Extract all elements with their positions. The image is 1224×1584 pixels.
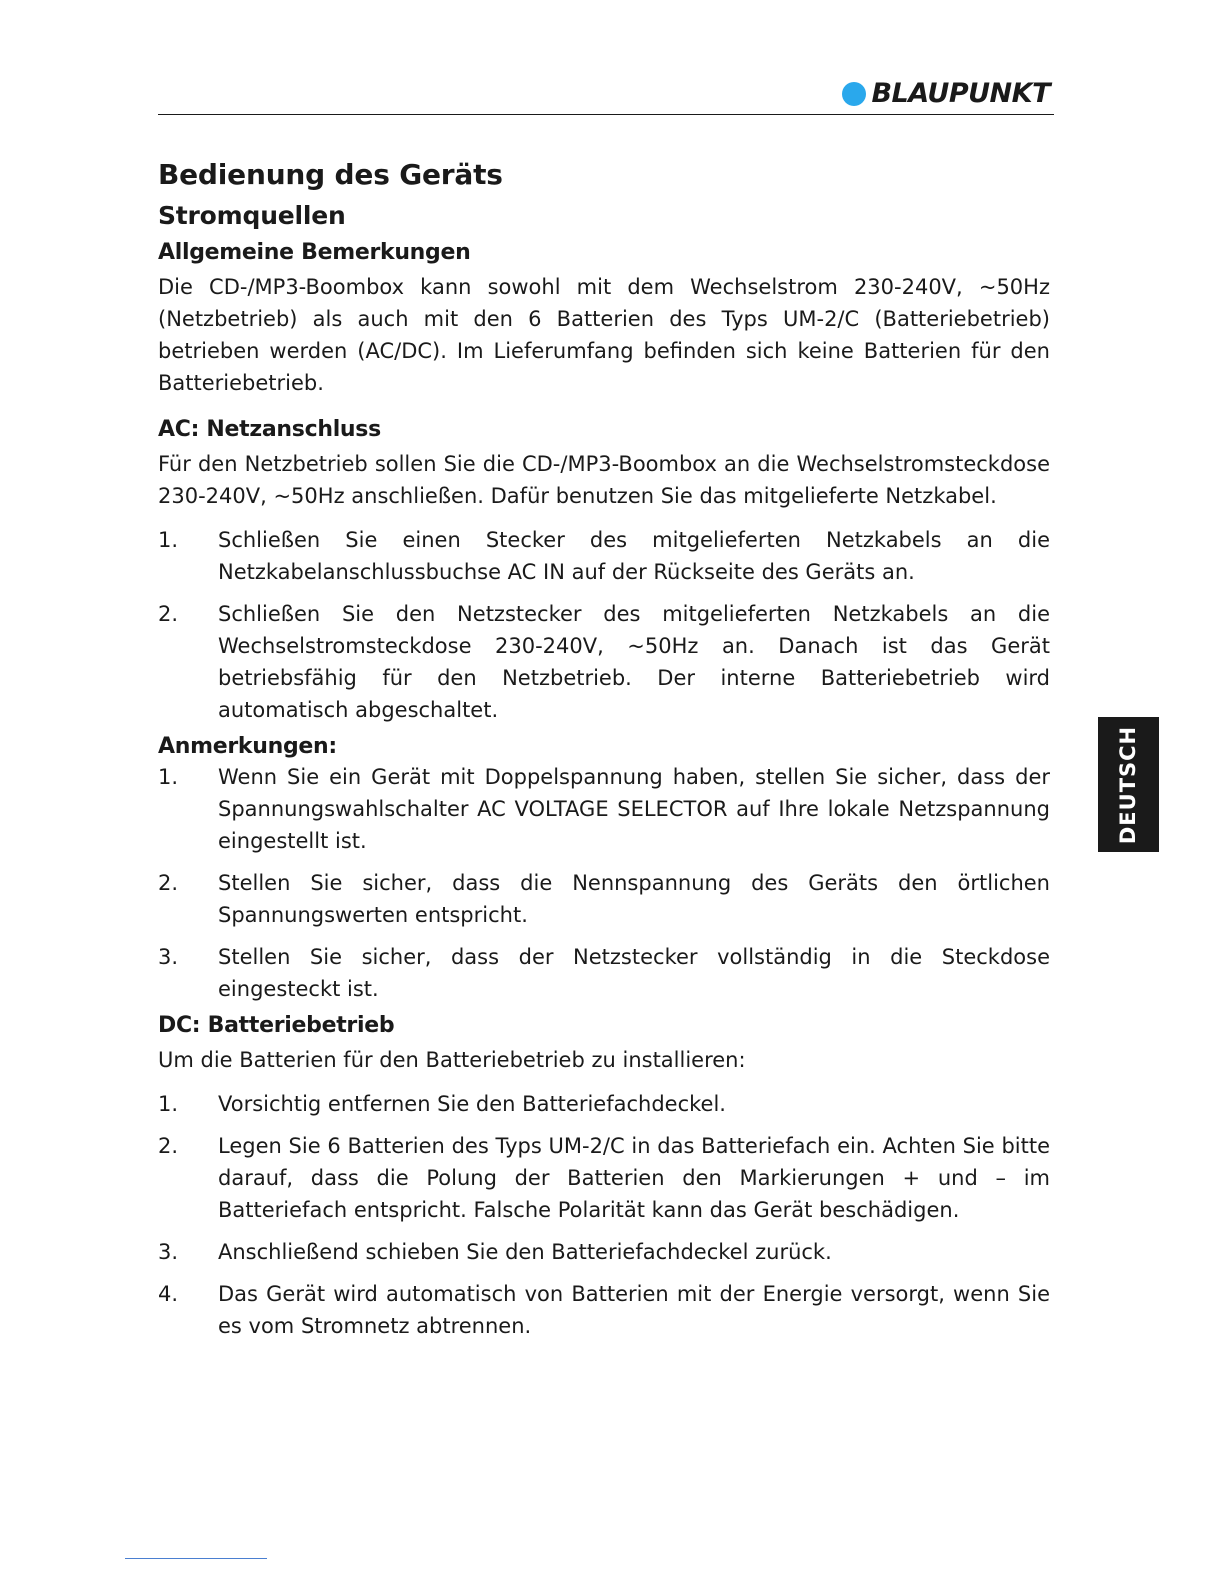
list-item	[158, 598, 1050, 726]
page-content	[158, 158, 1050, 1342]
page-header	[158, 74, 1054, 115]
list-item	[158, 867, 1050, 931]
brand-logo	[842, 78, 1050, 109]
list-item-number: 4.	[158, 1282, 179, 1306]
ac-heading: AC: Netzanschluss	[158, 417, 381, 442]
list-item	[158, 1236, 1050, 1268]
list-item-text: Schließen Sie den Netzstecker des mitgelieferten Netzkabels an die Wechselstromsteckdose 230-240V, ~50Hz an. Danach ist das Gerät betriebsfähig für den Netzbetrieb. Der interne Batteriebetrieb wird automatisch abgeschaltet.	[218, 602, 1050, 722]
list-item	[158, 1130, 1050, 1226]
list-item-text: Stellen Sie sicher, dass der Netzstecker vollständig in die Steckdose eingesteckt ist.	[218, 945, 1050, 1001]
dc-intro: Um die Batterien für den Batteriebetrieb zu installieren:	[158, 1048, 746, 1072]
list-item	[158, 1278, 1050, 1342]
ac-steps-list	[158, 524, 1050, 726]
list-item	[158, 941, 1050, 1005]
list-item-number: 3.	[158, 1240, 179, 1264]
section-title: Stromquellen	[158, 201, 346, 230]
footer-rule	[125, 1558, 267, 1559]
list-item	[158, 761, 1050, 857]
list-item-text: Anschließend schieben Sie den Batteriefachdeckel zurück.	[218, 1240, 832, 1264]
language-tab	[1098, 717, 1159, 852]
general-text: Die CD-/MP3-Boombox kann sowohl mit dem Wechselstrom 230-240V, ~50Hz (Netzbetrieb) als auch mit den 6 Batterien des Typs UM-2/C (Batteriebetrieb) betrieben werden (AC/DC). Im Lieferumfang befinden sich keine Batterien für den Batteriebetrieb.	[158, 275, 1050, 395]
list-item-number: 1.	[158, 765, 179, 789]
list-item	[158, 1088, 1050, 1120]
list-item-text: Schließen Sie einen Stecker des mitgelieferten Netzkabels an die Netzkabelanschlussbuchse AC IN auf der Rückseite des Geräts an.	[218, 528, 1050, 584]
list-item-number: 3.	[158, 945, 179, 969]
brand-dot-icon	[842, 82, 866, 106]
language-tab-label: DEUTSCH	[1116, 725, 1141, 844]
list-item-number: 1.	[158, 1092, 179, 1116]
page-title: Bedienung des Geräts	[158, 158, 503, 191]
list-item-text: Das Gerät wird automatisch von Batterien mit der Energie versorgt, wenn Sie es vom Stromnetz abtrennen.	[218, 1282, 1050, 1338]
list-item-text: Stellen Sie sicher, dass die Nennspannung des Geräts den örtlichen Spannungswerten entspricht.	[218, 871, 1050, 927]
notes-heading: Anmerkungen:	[158, 734, 337, 759]
list-item-text: Legen Sie 6 Batterien des Typs UM-2/C in das Batteriefach ein. Achten Sie bitte darauf, dass die Polung der Batterien den Markierungen + und – im Batteriefach entspricht. Falsche Polarität kann das Gerät beschädigen.	[218, 1134, 1050, 1222]
list-item-number: 2.	[158, 1134, 179, 1158]
list-item-number: 1.	[158, 528, 179, 552]
list-item	[158, 524, 1050, 588]
list-item-number: 2.	[158, 602, 179, 626]
brand-name: BLAUPUNKT	[871, 78, 1050, 109]
dc-heading: DC: Batteriebetrieb	[158, 1013, 395, 1038]
ac-intro: Für den Netzbetrieb sollen Sie die CD-/MP3-Boombox an die Wechselstromsteckdose 230-240V, ~50Hz anschließen. Dafür benutzen Sie das mitgelieferte Netzkabel.	[158, 452, 1050, 508]
list-item-number: 2.	[158, 871, 179, 895]
notes-list	[158, 761, 1050, 1005]
list-item-text: Wenn Sie ein Gerät mit Doppelspannung haben, stellen Sie sicher, dass der Spannungswahlschalter AC VOLTAGE SELECTOR auf Ihre lokale Netzspannung eingestellt ist.	[218, 765, 1050, 853]
list-item-text: Vorsichtig entfernen Sie den Batteriefachdeckel.	[218, 1092, 726, 1116]
general-heading: Allgemeine Bemerkungen	[158, 240, 471, 265]
dc-steps-list	[158, 1088, 1050, 1342]
